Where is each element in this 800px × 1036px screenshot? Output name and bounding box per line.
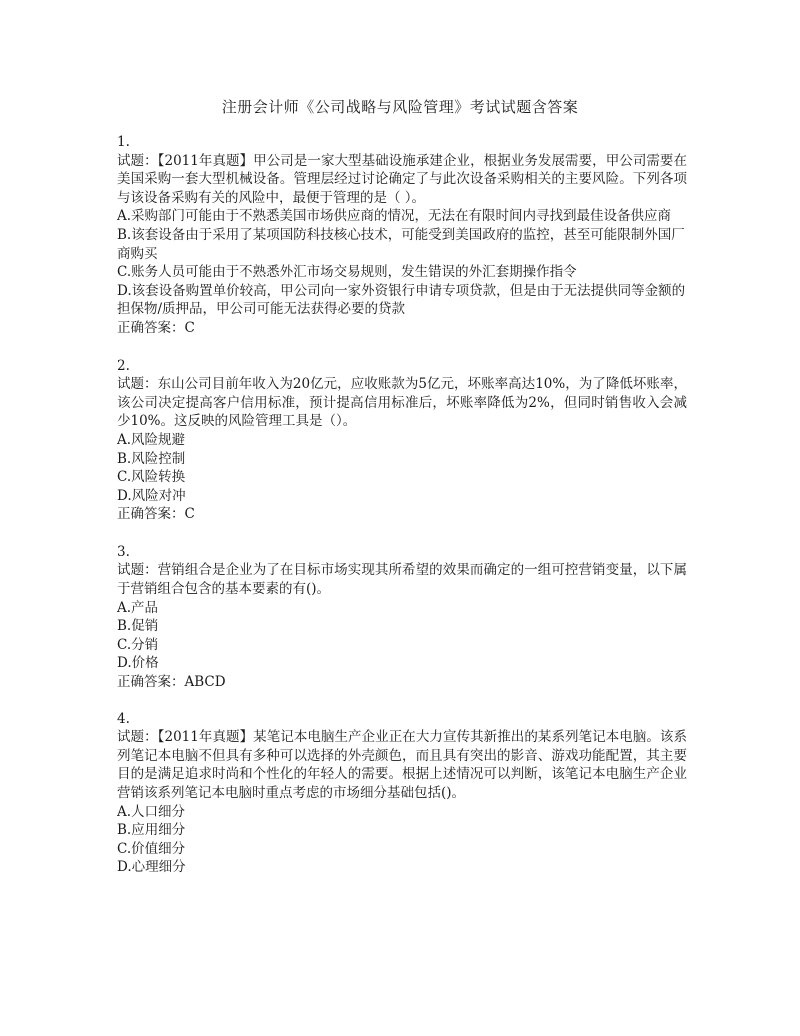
option-a: A.人口细分	[117, 803, 186, 820]
option-d: D.该套设备购置单价较高，甲公司向一家外资银行申请专项贷款，但是由于无法提供同等金额的担保物/质押品，甲公司可能无法获得必要的贷款	[117, 282, 686, 318]
question-number: 1.	[117, 134, 130, 150]
question-4	[117, 710, 687, 877]
correct-answer: 正确答案：ABCD	[117, 674, 226, 691]
option-b: B.风险控制	[117, 450, 186, 467]
question-2	[117, 357, 687, 524]
option-d: D.价格	[117, 655, 159, 672]
question-number: 3.	[117, 543, 130, 560]
question-stem: 试题：营销组合是企业为了在目标市场实现其所希望的效果而确定的一组可控营销变量，以下属于营销组合包含的基本要素的有()。	[117, 562, 687, 598]
option-b: B.应用细分	[117, 822, 186, 839]
option-b: B.该套设备由于采用了某项国防科技核心技术，可能受到美国政府的监控，甚至可能限制外国厂商购买	[117, 226, 685, 262]
option-d: D.心理细分	[117, 859, 186, 876]
correct-answer: 正确答案：C	[117, 319, 195, 336]
question-stem: 试题：【2011年真题】甲公司是一家大型基础设施承建企业，根据业务发展需要，甲公司需要在美国采购一套大型机械设备。管理层经过讨论确定了与此次设备采购相关的主要风险。下列各项与该设备采购有关的风险中，最便于管理的是（ ）。	[117, 152, 687, 206]
document-title: 注册会计师《公司战略与风险管理》考试试题含答案	[221, 98, 579, 116]
question-stem: 试题：东山公司目前年收入为20亿元，应收账款为5亿元，坏账率高达10%，为了降低坏账率，该公司决定提高客户信用标准，预计提高信用标准后，坏账率降低为2%，但同时销售收入会减少10%。这反映的风险管理工具是（）。	[117, 376, 687, 430]
option-b: B.促销	[117, 618, 159, 635]
option-a: A.采购部门可能由于不熟悉美国市场供应商的情况，无法在有限时间内寻找到最佳设备供应商	[117, 208, 672, 225]
option-d: D.风险对冲	[117, 487, 186, 504]
question-3	[117, 543, 687, 692]
option-a: A.风险规避	[117, 431, 186, 448]
option-c: C.风险转换	[117, 469, 186, 486]
option-a: A.产品	[117, 599, 159, 616]
question-1	[117, 133, 687, 338]
option-c: C.价值细分	[117, 840, 186, 857]
option-c: C.分销	[117, 636, 159, 653]
question-stem: 试题：【2011年真题】某笔记本电脑生产企业正在大力宣传其新推出的某系列笔记本电脑。该系列笔记本电脑不但具有多种可以选择的外壳颜色，而且具有突出的影音、游戏功能配置，其主要目的是满足追求时尚和个性化的年轻人的需要。根据上述情况可以判断，该笔记本电脑生产企业营销该系列笔记本电脑时重点考虑的市场细分基础包括()。	[117, 729, 687, 801]
option-c: C.账务人员可能由于不熟悉外汇市场交易规则，发生错误的外汇套期操作指令	[117, 264, 577, 281]
questions-list	[117, 133, 687, 896]
question-number: 2.	[117, 357, 130, 374]
correct-answer: 正确答案：C	[117, 506, 195, 523]
question-number: 4.	[117, 710, 130, 727]
